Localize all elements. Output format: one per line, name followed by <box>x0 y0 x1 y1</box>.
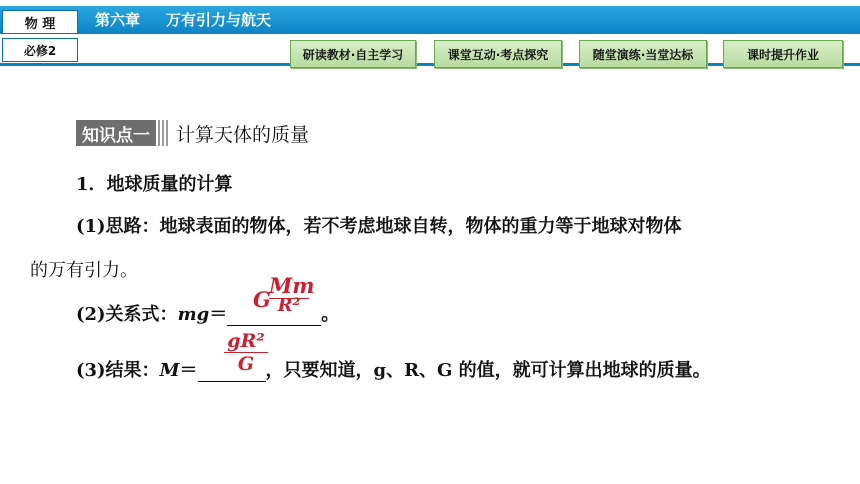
answer-constant: G <box>253 287 271 312</box>
paragraph-line: (1)思路：地球表面的物体，若不考虑地球自转，物体的重力等于地球对物体 <box>76 216 682 237</box>
nav-button-practice[interactable]: 随堂演练·当堂达标 <box>579 40 707 68</box>
relation-variable: mg <box>177 304 210 325</box>
relation-label: (2)关系式： <box>76 304 178 325</box>
relation-suffix: 。 <box>321 304 340 325</box>
answer-formula-mass <box>224 330 268 375</box>
answer-numerator: gR² <box>224 330 268 353</box>
chapter-number: 第六章 <box>95 11 141 29</box>
knowledge-point-badge: 知识点一 <box>76 120 156 146</box>
result-suffix: ，只要知道，g、R、G 的值，就可计算出地球的质量。 <box>265 360 711 381</box>
result-label: (3)结果： <box>76 360 160 381</box>
equals-sign: ＝ <box>209 304 228 325</box>
subject-label: 物 理 <box>2 10 78 34</box>
chapter-title <box>95 9 271 30</box>
decorative-bars <box>158 120 170 146</box>
knowledge-point-header <box>76 120 309 146</box>
knowledge-point-title: 计算天体的质量 <box>176 123 310 146</box>
result-line <box>76 356 711 382</box>
volume-label: 必修2 <box>2 38 78 62</box>
answer-numerator: Mm <box>269 273 315 298</box>
nav-button-homework[interactable]: 课时提升作业 <box>723 40 843 68</box>
paragraph-line: 的万有引力。 <box>30 260 138 281</box>
nav-button-interaction[interactable]: 课堂互动·考点探究 <box>434 40 562 68</box>
nav-button-study[interactable]: 研读教材·自主学习 <box>290 40 416 68</box>
answer-denominator: G <box>237 353 255 375</box>
equals-sign: ＝ <box>179 360 198 381</box>
chapter-name: 万有引力与航天 <box>166 11 272 29</box>
answer-denominator: R² <box>277 295 301 316</box>
slide-header <box>0 0 860 70</box>
result-variable: M <box>159 360 180 381</box>
section-heading: 1．地球质量的计算 <box>76 174 233 195</box>
